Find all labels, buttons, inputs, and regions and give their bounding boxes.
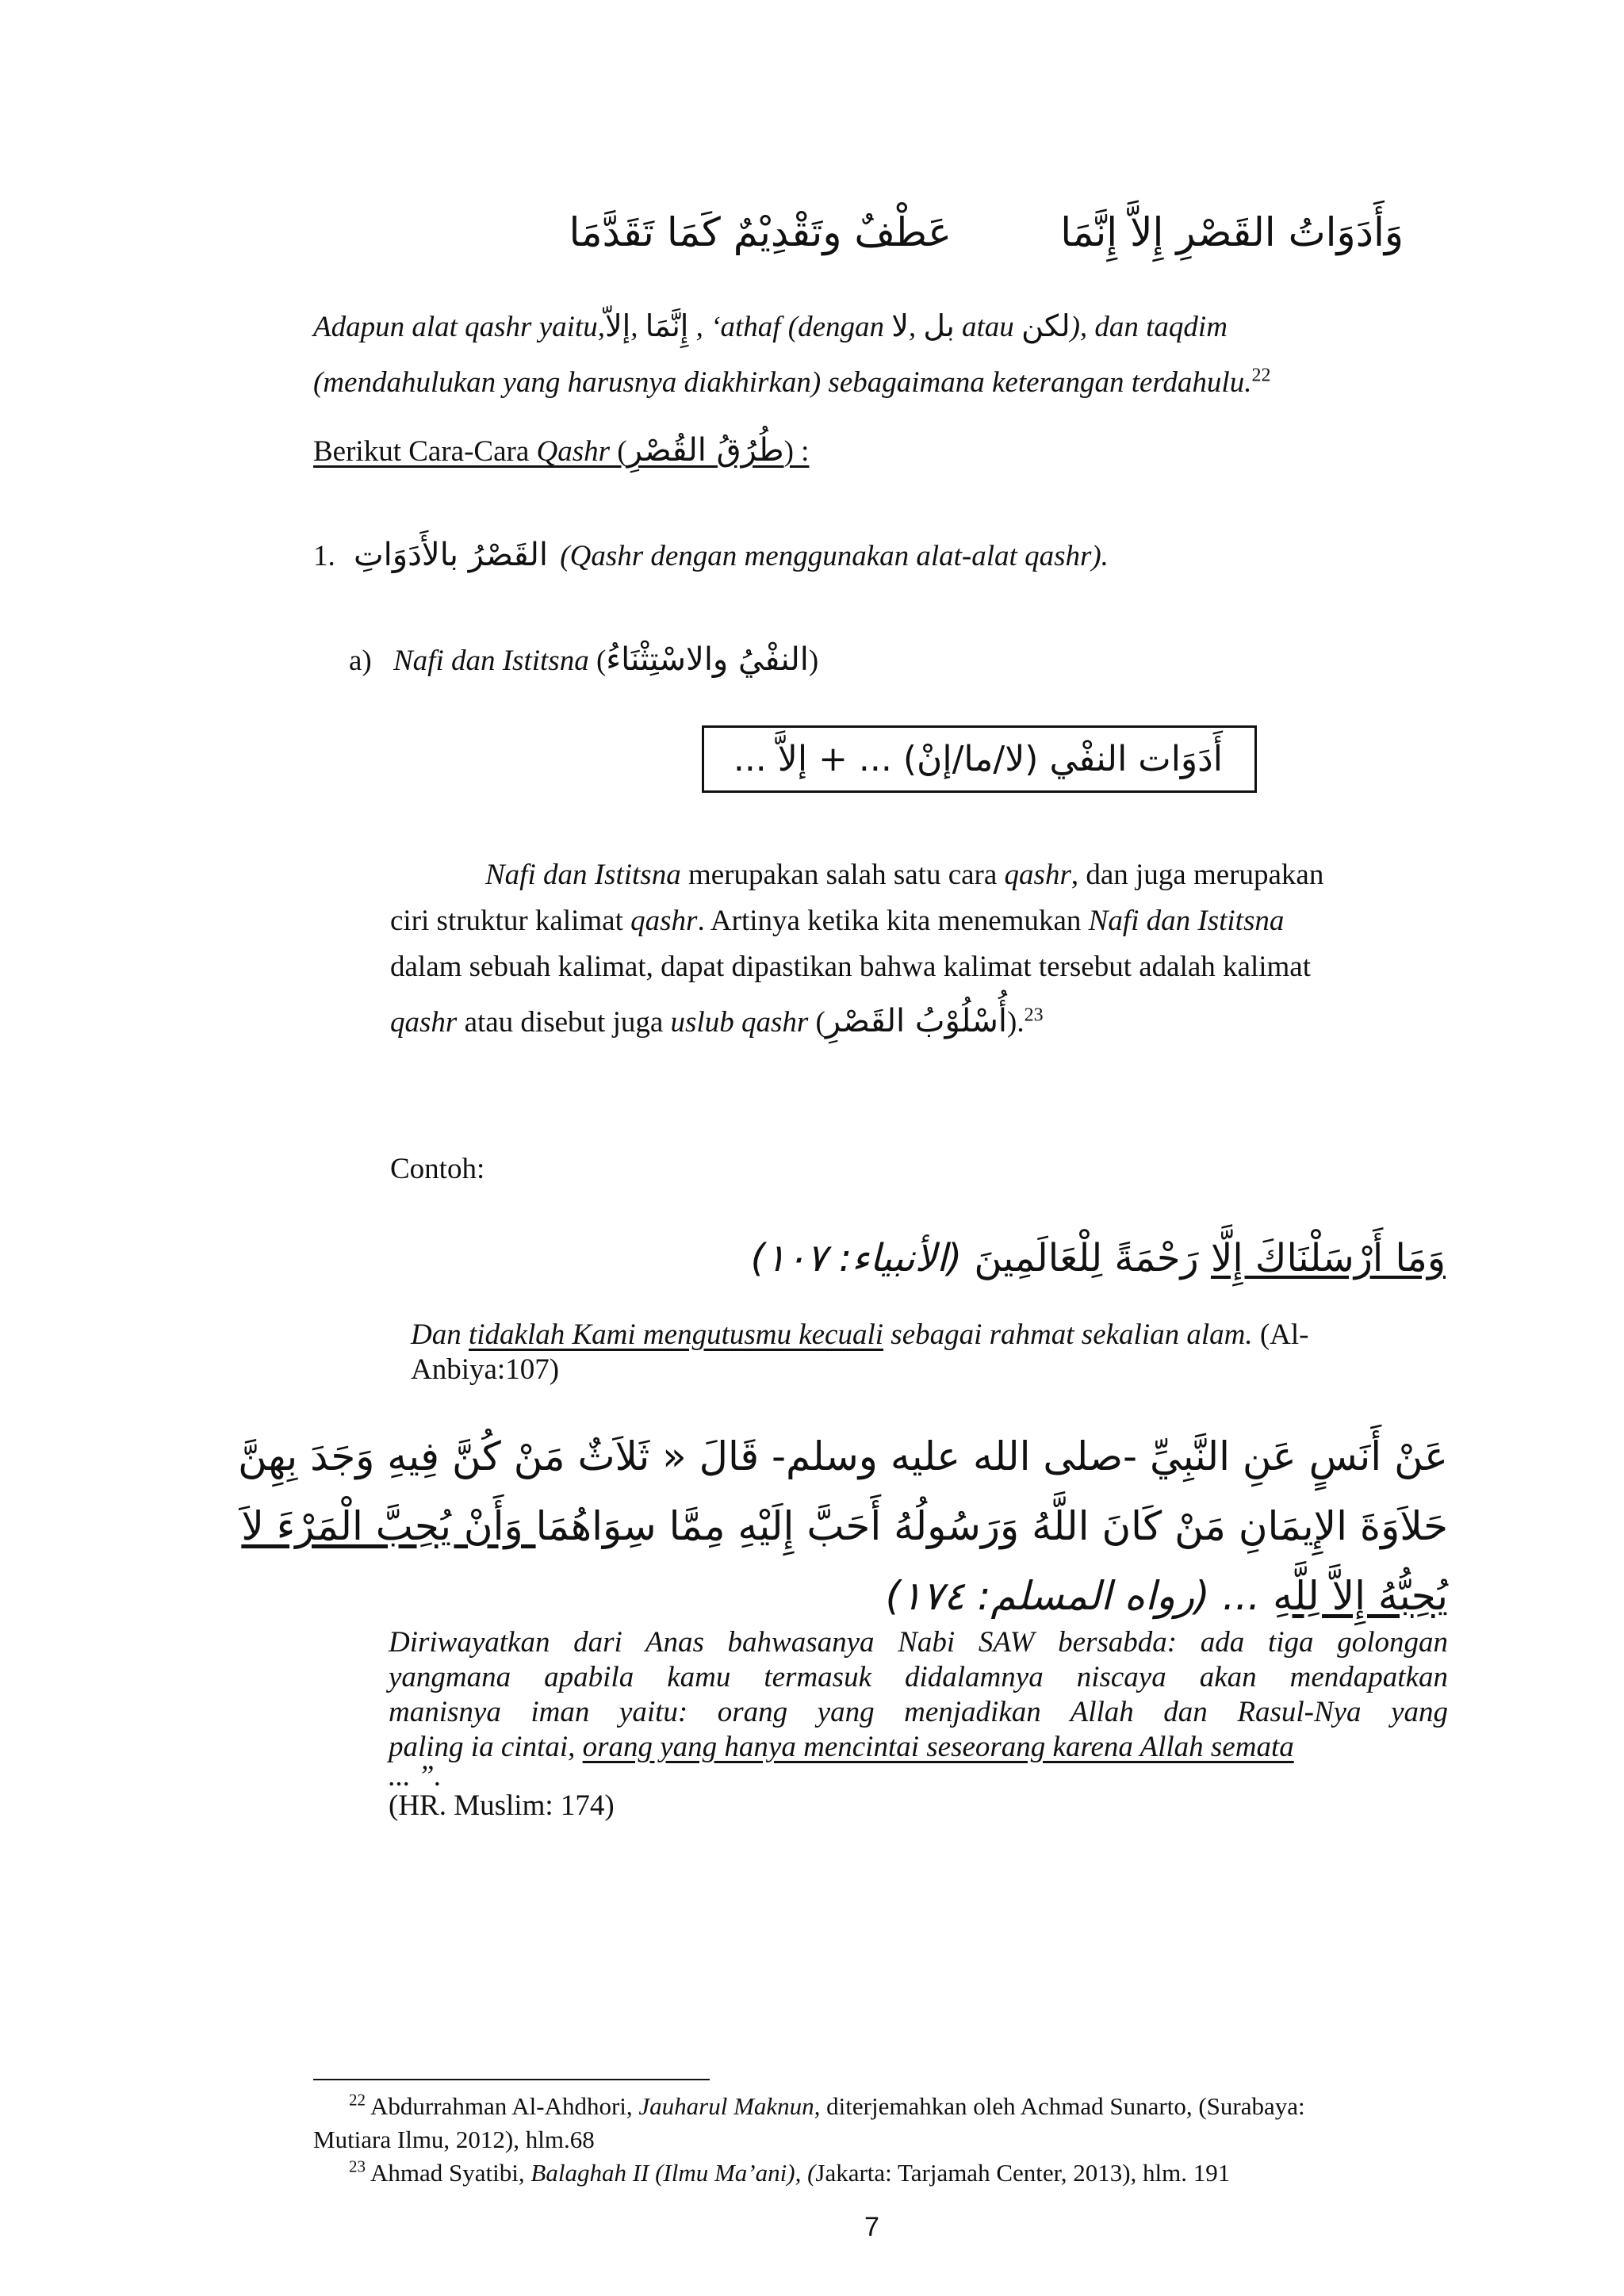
heading-close-paren: ) :: [783, 435, 810, 468]
contoh-label: Contoh:: [390, 1153, 485, 1185]
hadith-translation: [389, 1625, 1448, 1823]
explanation-paragraph: [390, 852, 1447, 1046]
trans-underlined: tidaklah Kami mengutusmu kecuali: [468, 1318, 884, 1351]
intro-text-5: ), dan taqdim: [1070, 311, 1228, 343]
trans-pre: Dan: [411, 1318, 469, 1351]
formula-box: [702, 725, 1257, 793]
trans-ref-b: Anbiya:107): [411, 1353, 560, 1386]
footnote-ref-22: 22: [1251, 365, 1271, 386]
trans-ref-a: (Al-: [1252, 1318, 1309, 1351]
formula-text: أَدَوَات النفْي (لا/ما/إنْ) ... + إلاَّ ...: [733, 739, 1223, 779]
footnote-23-title: Balaghah II (Ilmu Ma’ani), (: [530, 2159, 816, 2187]
heading-open-paren: (: [610, 435, 627, 468]
intro-ar-innama: إِنَّمَا: [645, 308, 689, 343]
hadith-line-1: عَنْ أَنَسٍ عَنِ النَّبِيِّ -صلى الله عليه وسلم- قَالَ « ثَلاَثٌ مَنْ كُنَّ فِيهِ وَجَدَ بِهِنَّ: [238, 1433, 1448, 1479]
example-1-arabic-underlined: وَمَا أَرْسَلْنَاكَ إِلَّا: [1210, 1236, 1446, 1280]
item-1-number: 1.: [313, 540, 335, 572]
hadith-trans-4-underlined: orang yang hanya mencintai seseorang karena Allah semata: [582, 1731, 1294, 1763]
item-a-open-paren: (: [588, 645, 607, 677]
heading-arabic: طُرُقُ القُصْرِ: [626, 432, 784, 469]
item-a-text: Nafi dan Istitsna: [393, 645, 589, 677]
intro-paragraph: [313, 304, 1447, 405]
footnote-separator: [313, 2079, 710, 2080]
para-l3: dalam sebuah kalimat, dapat dipastikan bahwa kalimat tersebut adalah kalimat: [390, 951, 1311, 983]
para-l4-close: ).: [1007, 1006, 1025, 1039]
example-1-arabic: [751, 1230, 1446, 1286]
footnote-22-text-c: Mutiara Ilmu, 2012), hlm.68: [313, 2126, 595, 2153]
intro-ar-bal: بل: [923, 308, 955, 343]
para-nafi-1: Nafi dan Istitsna: [485, 859, 681, 891]
footnotes: [313, 2090, 1450, 2190]
para-qashr-4: qashr: [390, 1006, 458, 1039]
intro-text-1: Adapun alat qashr yaitu,: [313, 311, 605, 343]
example-1-ref: (الأنبياء: ١٠٧): [750, 1236, 975, 1280]
nazm-verse-left: عَطْفٌ وتَقْدِيْمٌ كَمَا تَقَدَّمَا: [569, 209, 952, 255]
section-heading: [313, 428, 809, 474]
intro-sep: ,: [630, 311, 645, 343]
hadith-trans-2: yangmana apabila kamu termasuk didalamnya niscaya akan mendapatkan: [389, 1661, 1448, 1693]
footnote-22: [313, 2090, 1450, 2156]
hadith-trans-1: Diriwayatkan dari Anas bahwasanya Nabi SAW bersabda: ada tiga golongan: [389, 1626, 1448, 1659]
intro-text-4: atau: [954, 311, 1022, 343]
item-a-label: a): [349, 645, 372, 677]
hadith-line-3-underlined: يُحِبُّهُ إِلاَّ لِلَّهِ: [1273, 1573, 1448, 1619]
item-1-arabic: القَصْرُ بالأَدَوَاتِ: [354, 537, 549, 573]
para-l4-open: (: [808, 1006, 825, 1039]
intro-text-2: , ‘athaf (dengan: [688, 311, 892, 343]
footnote-23-text-b: Jakarta: Tarjamah Center, 2013), hlm. 191: [815, 2159, 1231, 2187]
nazm-verse-right: وَأَدَوَاتُ القَصْرِ إِلاَّ إِنَّمَا: [1060, 209, 1404, 255]
para-l4-arabic: أُسْلُوْبُ القَصْرِ: [825, 1003, 1008, 1039]
intro-ar-la: لا: [891, 308, 909, 343]
footnote-22-text-a: Abdurrahman Al-Ahdhori,: [366, 2092, 639, 2120]
para-l4-mid: atau disebut juga: [457, 1006, 671, 1039]
hadith-line-2: حَلاَوَةَ الإِيمَانِ مَنْ كَانَ اللَّهُ وَرَسُولُهُ أَحَبَّ إِلَيْهِ مِمَّا سِوَاهُمَا: [535, 1503, 1448, 1549]
intro-line-2: (mendahulukan yang harusnya diakhirkan) sebagaimana keterangan terdahulu.: [313, 366, 1252, 399]
hadith-arabic: [238, 1422, 1448, 1631]
example-1-arabic-rest: رَحْمَةً لِلْعَالَمِينَ: [974, 1236, 1211, 1280]
hadith-line-2-underlined: وَأَنْ يُحِبَّ الْمَرْءَ لاَ: [241, 1503, 536, 1549]
para-nafi-2: Nafi dan Istitsna: [1088, 905, 1285, 937]
footnote-22-number: 22: [349, 2090, 366, 2110]
footnote-23-text-a: Ahmad Syatibi,: [366, 2159, 531, 2187]
para-l2-mid: . Artinya ketika kita menemukan: [697, 905, 1089, 937]
hadith-trans-4: paling ia cintai,: [389, 1731, 583, 1763]
para-l2: ciri struktur kalimat: [390, 905, 631, 937]
hadith-line-3-ref: ... (رواه المسلم: ١٧٤): [885, 1573, 1274, 1619]
footnote-22-text-b: diterjemahkan oleh Achmad Sunarto, (Surabaya:: [820, 2092, 1305, 2120]
para-qashr-1: qashr: [1004, 859, 1071, 891]
footnote-23: [313, 2156, 1450, 2190]
intro-text-3: ,: [908, 311, 924, 343]
para-qashr-2: qashr: [630, 905, 698, 937]
page-number: 7: [864, 2212, 879, 2242]
list-item-a: [349, 637, 818, 683]
hadith-trans-3: manisnya iman yaitu: orang yang menjadikan Allah dan Rasul-Nya yang: [389, 1696, 1448, 1728]
para-l1: merupakan salah satu cara: [680, 859, 1005, 891]
footnote-23-number: 23: [349, 2156, 366, 2176]
list-item-1: [313, 533, 1109, 579]
intro-ar-lakin: لكن: [1021, 308, 1071, 343]
para-l1-end: , dan juga merupakan: [1071, 859, 1324, 891]
item-1-text: (Qashr dengan menggunakan alat-alat qashr).: [560, 540, 1109, 572]
intro-ar-illa: إلاّ: [604, 308, 631, 343]
item-a-arabic: النفْيُ والاسْتِثْنَاءُ: [606, 641, 809, 678]
footnote-22-title: Jauharul Maknun,: [638, 2092, 821, 2120]
hadith-trans-5: ... ”.: [389, 1760, 442, 1793]
heading-qashr: Qashr: [536, 435, 611, 468]
example-1-translation: [411, 1318, 1450, 1387]
para-uslub: uslub qashr: [670, 1006, 809, 1039]
heading-text: Berikut Cara-Cara: [313, 435, 537, 468]
trans-post: sebagai rahmat sekalian alam.: [883, 1318, 1253, 1351]
item-a-close-paren: ): [808, 645, 819, 677]
footnote-ref-23: 23: [1024, 1004, 1044, 1026]
hadith-ref: (HR. Muslim: 174): [389, 1789, 615, 1822]
